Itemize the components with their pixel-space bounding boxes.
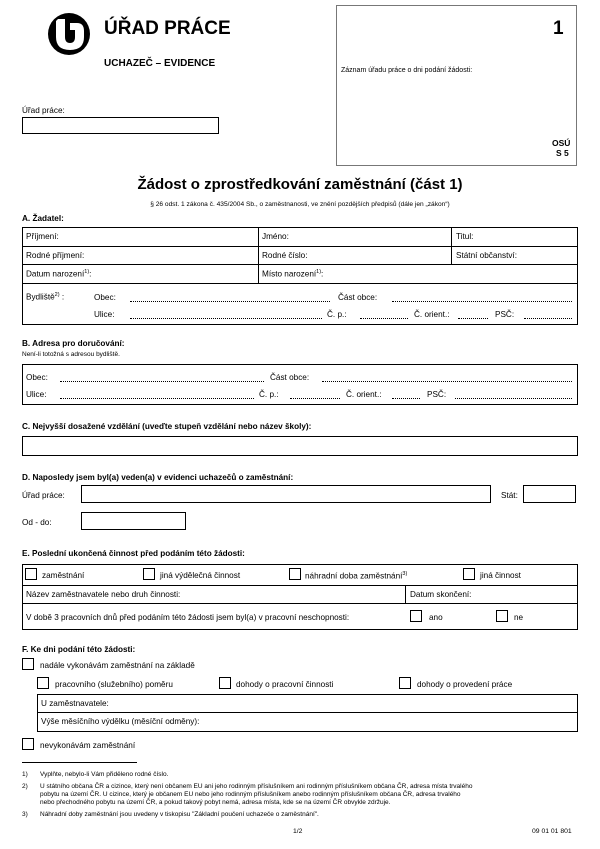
- a-orient-no-label: Č. orient.:: [414, 310, 450, 319]
- e-other-activity-checkbox[interactable]: [463, 568, 475, 580]
- page-number-big: 1: [553, 18, 564, 39]
- f-employment-relation-checkbox[interactable]: [37, 677, 49, 689]
- footnote-2-line-3: nebo přechodného pobytu na území ČR, a pokud takový pobyt nemá, adresa místa, kde se na území ČR obvykle zdržuje.: [40, 799, 391, 806]
- form-code-line1: OSÚ: [552, 138, 571, 148]
- citizenship-label: Státní občanství:: [456, 251, 517, 260]
- section-e-heading: E. Poslední ukončená činnost před podáním této žádosti:: [22, 549, 245, 558]
- form-code-line2: S 5: [556, 148, 569, 158]
- d-state-input[interactable]: [523, 485, 576, 503]
- e-employer-name-label: Název zaměstnavatele nebo druh činnosti:: [26, 590, 181, 599]
- footnote-divider: [22, 762, 137, 763]
- e-yes-label: ano: [429, 613, 443, 622]
- section-b-note: Není-li totožná s adresou bydliště.: [22, 351, 120, 358]
- f-employment-relation-label: pracovního (služebního) poměru: [55, 680, 173, 689]
- f-not-employed-label: nevykonávám zaměstnání: [40, 741, 136, 750]
- birth-number-label: Rodné číslo:: [262, 251, 308, 260]
- footnote-3-text: Náhradní doby zaměstnání jsou uvedeny v tiskopisu "Základní poučení uchazeče o zaměstnání".: [40, 811, 319, 818]
- f-employer-label: U zaměstnavatele:: [41, 699, 109, 708]
- d-from-to-label: Od - do:: [22, 518, 52, 527]
- b-house-no-label: Č. p.:: [259, 390, 279, 399]
- birth-place-label: Místo narození$^{1)}$:: [262, 269, 324, 279]
- f-still-employed-checkbox[interactable]: [22, 658, 34, 670]
- record-box: [336, 5, 577, 166]
- d-from-to-input[interactable]: [81, 512, 186, 530]
- up-logo: [47, 12, 91, 56]
- a-zip-label: PSČ:: [495, 310, 515, 319]
- d-office-input[interactable]: [81, 485, 491, 503]
- form-number: 09 01 01 801: [532, 828, 572, 835]
- a-municipality-label: Obec:: [94, 293, 116, 302]
- birth-surname-label: Rodné příjmení:: [26, 251, 85, 260]
- office-label: Úřad práce:: [22, 106, 65, 115]
- section-b-heading: B. Adresa pro doručování:: [22, 339, 125, 348]
- e-no-checkbox[interactable]: [496, 610, 508, 622]
- subtitle: UCHAZEČ – EVIDENCE: [104, 58, 216, 69]
- residence-label: Bydliště$^{2)}$ :: [26, 292, 65, 302]
- education-input[interactable]: [22, 436, 578, 456]
- record-note: Záznam úřadu práce o dni podání žádosti:: [341, 67, 473, 74]
- e-end-date-label: Datum skončení:: [410, 590, 472, 599]
- page-indicator: 1/2: [293, 828, 303, 835]
- e-substitute-checkbox[interactable]: [289, 568, 301, 580]
- d-state-label: Stát:: [501, 491, 518, 500]
- footnote-1-text: Vyplňte, nebylo-li Vám přiděleno rodné číslo.: [40, 771, 169, 778]
- a-street-label: Ulice:: [94, 310, 115, 319]
- f-work-agreement-label: dohody o pracovní činnosti: [236, 680, 334, 689]
- e-other-activity-label: jiná činnost: [480, 571, 521, 580]
- d-office-label: Úřad práce:: [22, 491, 65, 500]
- footnote-2-num: 2): [22, 783, 28, 790]
- section-f-heading: F. Ke dni podání této žádosti:: [22, 645, 136, 654]
- form-title: Žádost o zprostředkování zaměstnání (část 1): [137, 176, 463, 193]
- f-not-employed-checkbox[interactable]: [22, 738, 34, 750]
- f-work-performance-label: dohody o provedení práce: [417, 680, 513, 689]
- a-house-no-label: Č. p.:: [327, 310, 347, 319]
- degree-label: Titul:: [456, 232, 474, 241]
- e-employment-checkbox[interactable]: [25, 568, 37, 580]
- a-municipality-part-label: Část obce:: [338, 293, 378, 302]
- footnote-1-num: 1): [22, 771, 28, 778]
- e-other-gainful-checkbox[interactable]: [143, 568, 155, 580]
- office-input[interactable]: [22, 117, 219, 134]
- section-c-heading: C. Nejvyšší dosažené vzdělání (uveďte stupeň vzdělání nebo název školy):: [22, 422, 312, 431]
- e-employment-label: zaměstnání: [42, 571, 85, 580]
- b-orient-no-label: Č. orient.:: [346, 390, 382, 399]
- legal-basis: § 26 odst. 1 zákona č. 435/2004 Sb., o zaměstnanosti, ve znění pozdějších předpisů (dále jen „zákon“): [150, 201, 450, 208]
- e-other-gainful-label: jiná výdělečná činnost: [160, 571, 241, 580]
- e-substitute-label: náhradní doba zaměstnání$^{3)}$: [305, 571, 408, 581]
- e-incapacity-question: V době 3 pracovních dnů před podáním této žádosti jsem byl(a) v pracovní neschopnosti:: [26, 613, 350, 622]
- b-municipality-part-label: Část obce:: [270, 373, 310, 382]
- footnote-3-num: 3): [22, 811, 28, 818]
- footnote-2-line-1: U státního občana ČR a cizince, který není občanem EU ani jeho rodinným příslušníkem ani rodinným příslušníkem občana ČR, adresa místa trvalého: [40, 783, 473, 790]
- footnote-2-line-2: pobytu na území ČR. U cizince, který je občanem EU nebo jeho rodinným příslušníkem anebo rodinným příslušníkem občana ČR, adresa trvalého: [40, 791, 461, 798]
- first-name-label: Jméno:: [262, 232, 289, 241]
- surname-label: Příjmení:: [26, 232, 59, 241]
- f-still-employed-label: nadále vykonávám zaměstnání na základě: [40, 661, 195, 670]
- f-employer-box[interactable]: [37, 694, 578, 732]
- b-municipality-label: Obec:: [26, 373, 48, 382]
- e-no-label: ne: [514, 613, 524, 622]
- b-zip-label: PSČ:: [427, 390, 447, 399]
- birth-date-label: Datum narození$^{1)}$:: [26, 269, 92, 279]
- f-work-performance-checkbox[interactable]: [399, 677, 411, 689]
- f-work-agreement-checkbox[interactable]: [219, 677, 231, 689]
- office-title: ÚŘAD PRÁCE: [104, 18, 231, 39]
- f-monthly-income-label: Výše měsíčního výdělku (měsíční odměny):: [41, 717, 200, 726]
- section-d-heading: D. Naposledy jsem byl(a) veden(a) v evidenci uchazečů o zaměstnání:: [22, 473, 294, 482]
- e-yes-checkbox[interactable]: [410, 610, 422, 622]
- section-a-heading: A. Žadatel:: [22, 214, 64, 223]
- b-street-label: Ulice:: [26, 390, 47, 399]
